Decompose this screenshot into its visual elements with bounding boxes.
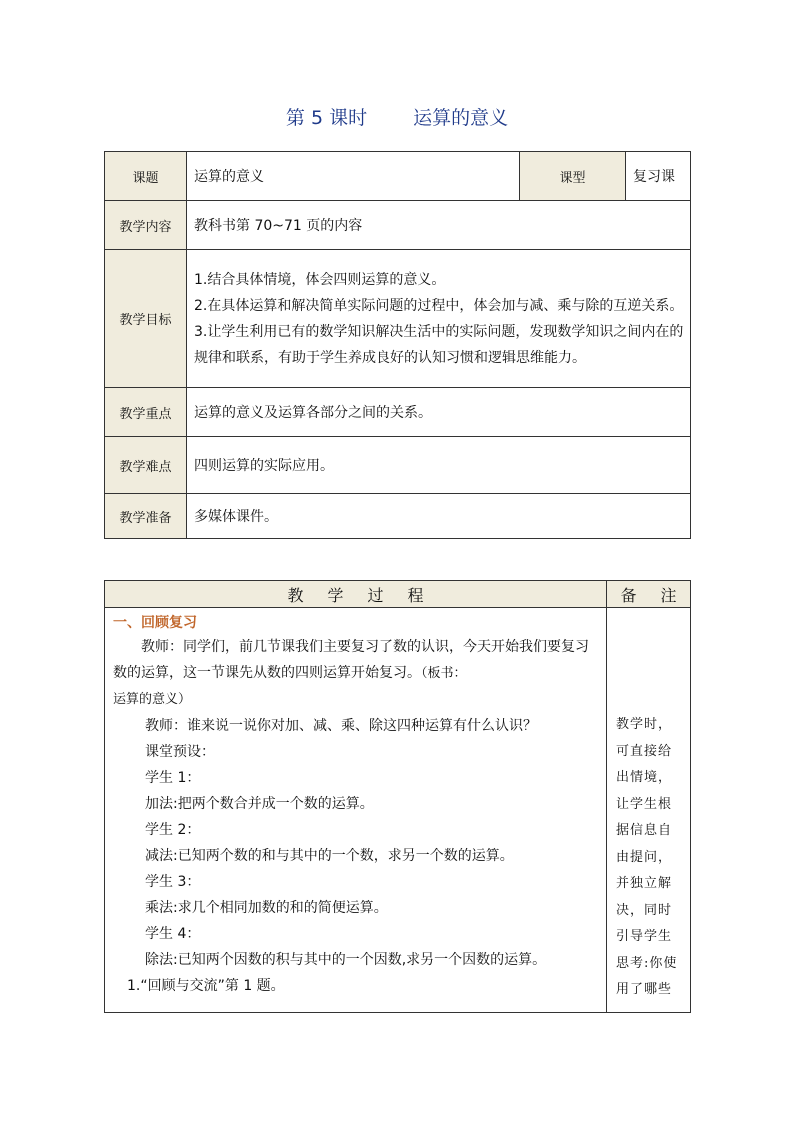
dialogue-line: 加法:把两个数合并成一个数的运算。 xyxy=(145,796,374,812)
key-value: 运算的意义及运算各部分之间的关系。 xyxy=(187,388,691,437)
goal-item: 1.结合具体情境，体会四则运算的意义。 xyxy=(194,271,446,288)
note-line: 思考:你使 xyxy=(616,955,678,971)
dialogue-line: 乘法:求几个相同加数的和的简便运算。 xyxy=(145,900,388,916)
prep-value: 多媒体课件。 xyxy=(187,494,691,539)
dialogue-line: 课堂预设： xyxy=(145,744,215,760)
exercise-line: 1.“回顾与交流”第 1 题。 xyxy=(127,978,285,994)
prep-label: 教学准备 xyxy=(105,494,187,539)
dialogue-line: 学生 3： xyxy=(145,874,201,890)
teaching-process-table xyxy=(104,580,701,1013)
note-line: 用了哪些 xyxy=(616,982,673,997)
note-line: 据信息自 xyxy=(616,823,673,838)
note-line: 由提问， xyxy=(616,849,673,865)
difficulty-label: 教学难点 xyxy=(105,437,187,494)
key-label: 教学重点 xyxy=(105,388,187,437)
note-line: 教学时， xyxy=(616,717,673,732)
goals-label: 教学目标 xyxy=(105,250,187,388)
dialogue-line: 除法:已知两个因数的积与其中的一个因数,求另一个因数的运算。 xyxy=(145,952,547,968)
type-label: 课型 xyxy=(520,152,626,201)
topic-label: 课题 xyxy=(105,152,187,201)
page-title xyxy=(0,103,794,130)
difficulty-value: 四则运算的实际应用。 xyxy=(187,437,691,494)
lesson-number: 第 5 课时 xyxy=(285,107,368,129)
goal-item: 2.在具体运算和解决简单实际问题的过程中，体会加与减、乘与除的互逆关系。 xyxy=(194,297,684,314)
content-label: 教学内容 xyxy=(105,201,187,250)
dialogue-line: 教师：谁来说一说你对加、减、乘、除这四种运算有什么认识？ xyxy=(145,718,537,734)
board-note: 运算的意义） xyxy=(113,692,192,707)
section-title: 一、回顾复习 xyxy=(113,615,197,631)
note-line: 出情境， xyxy=(616,770,673,785)
dialogue-line: 减法:已知两个数的和与其中的一个数，求另一个数的运算。 xyxy=(145,848,514,864)
note-line: 可直接给 xyxy=(616,743,673,759)
note-line: 决，同时 xyxy=(616,902,673,918)
dialogue-line: 学生 4： xyxy=(145,926,201,942)
dialogue-line: 学生 2： xyxy=(145,822,201,838)
process-body xyxy=(105,608,607,1013)
lesson-info-table xyxy=(104,151,691,539)
process-header: 教学过程 xyxy=(105,581,607,608)
goals-list xyxy=(187,250,691,388)
notes-header: 备注 xyxy=(607,581,691,608)
note-line: 让学生根 xyxy=(616,796,673,812)
intro-paragraph: 教师：同学们，前几节课我们主要复习了数的认识，今天开始我们要复习数的运算，这一节课先从数的四则运算开始复习。（板书： xyxy=(113,639,589,681)
topic-value: 运算的意义 xyxy=(187,152,520,201)
note-line: 引导学生 xyxy=(616,929,673,944)
dialogue-line: 学生 1： xyxy=(145,770,201,786)
lesson-topic: 运算的意义 xyxy=(413,107,509,129)
goal-item: 3.让学生利用已有的数学知识解决生活中的实际问题，发现数学知识之间内在的规律和联系，有助于学生养成良好的认知习惯和逻辑思维能力。 xyxy=(194,323,684,366)
note-line: 并独立解 xyxy=(616,876,673,891)
content-value: 教科书第 70~71 页的内容 xyxy=(187,201,691,250)
type-value: 复习课 xyxy=(626,152,691,201)
notes-column xyxy=(607,608,691,1013)
